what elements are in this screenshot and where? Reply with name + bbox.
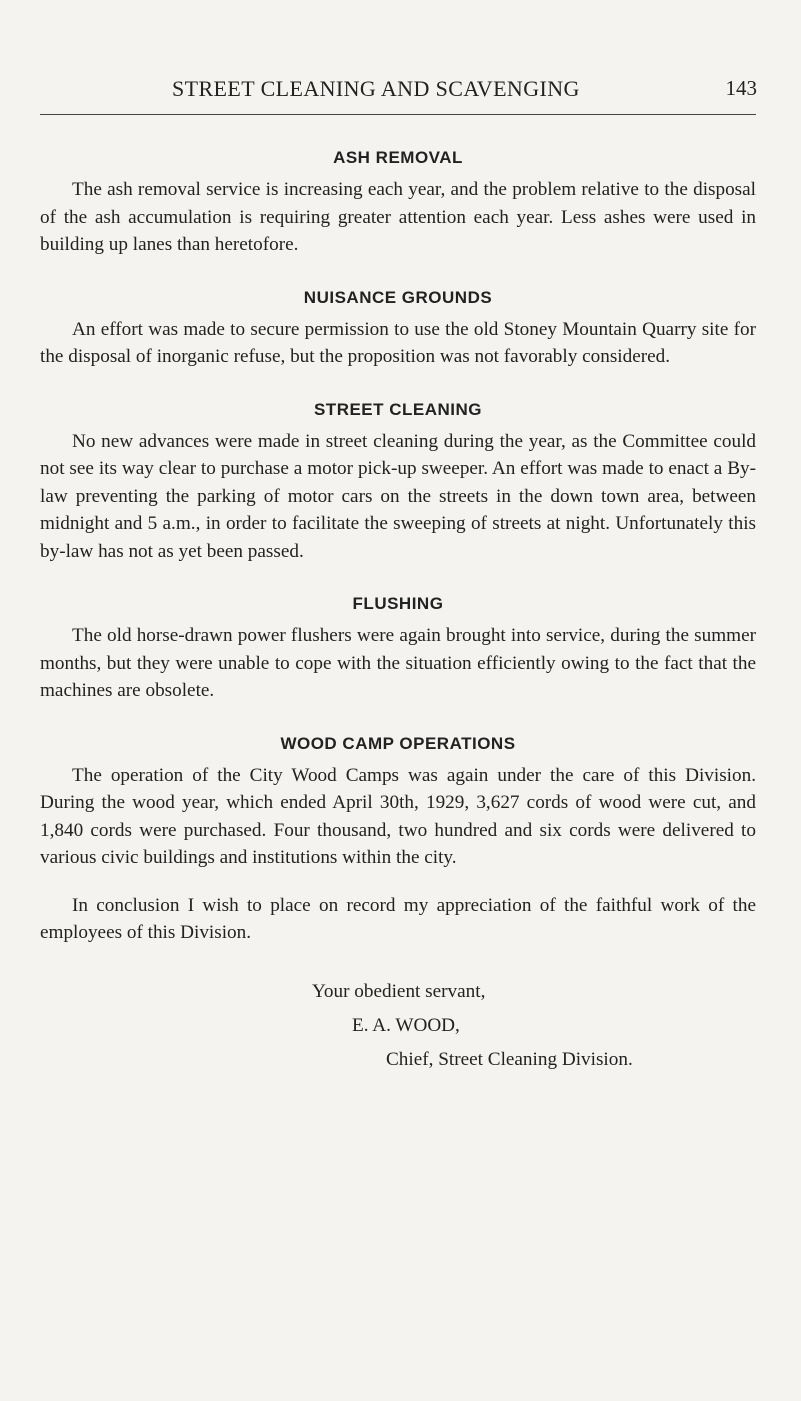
section-heading: FLUSHING <box>352 594 444 613</box>
paragraph-conclusion: In conclusion I wish to place on record my appreciation of the faithful work of the employees of this Division. <box>40 894 756 943</box>
running-title: STREET CLEANING AND SCAVENGING <box>172 76 580 101</box>
signatory-name: E. A. WOOD, <box>352 1014 460 1036</box>
signatory-title: Chief, Street Cleaning Division. <box>386 1048 633 1070</box>
section-heading: STREET CLEANING <box>313 399 483 419</box>
paragraph: The ash removal service is increasing each year, and the problem relative to the disposal of the ash accumulation is requiring greater attention each year. Less ashes were used in building up lanes than heretofore. <box>40 179 756 255</box>
section-flushing <box>40 594 756 705</box>
paragraph: The operation of the City Wood Camps was again under the care of this Division. During the wood year, which ended April 30th, 1929, 3,627 cords of wood were cut, and 1,840 cords were purchased. Four thousand, two hundred and six cords were delivered to various civic buildings and institutions within the city. <box>40 764 756 868</box>
paragraph: No new advances were made in street cleaning during the year, as the Committee could not see its way clear to purchase a motor pick-up sweeper. An effort was made to enact a By-law preventing the parking of motor cars on the streets in the down town area, between midnight and 5 a.m., in order to facilitate the sweeping of streets at night. Unfortunately this by-law has not as yet been passed. <box>40 430 756 562</box>
salutation: Your obedient servant, <box>312 980 486 1002</box>
section-heading: NUISANCE GROUNDS <box>303 287 493 307</box>
section-ash-removal <box>40 148 756 259</box>
paragraph: An effort was made to secure permission to use the old Stoney Mountain Quarry site for the disposal of inorganic refuse, but the proposition was not favorably considered. <box>40 318 756 367</box>
section-wood-camp-operations <box>40 734 756 947</box>
section-heading: WOOD CAMP OPERATIONS <box>280 733 516 753</box>
page-body <box>40 148 756 1077</box>
section-street-cleaning <box>40 400 756 566</box>
section-heading: ASH REMOVAL <box>333 148 463 167</box>
page-number: 143 <box>725 76 757 100</box>
closing-signature-block <box>40 975 756 1077</box>
header-rule <box>40 114 756 115</box>
section-nuisance-grounds <box>40 288 756 371</box>
paragraph: The old horse-drawn power flushers were again brought into service, during the summer months, but they were unable to cope with the situation efficiently owing to the fact that the machines are obsolete. <box>40 625 756 701</box>
